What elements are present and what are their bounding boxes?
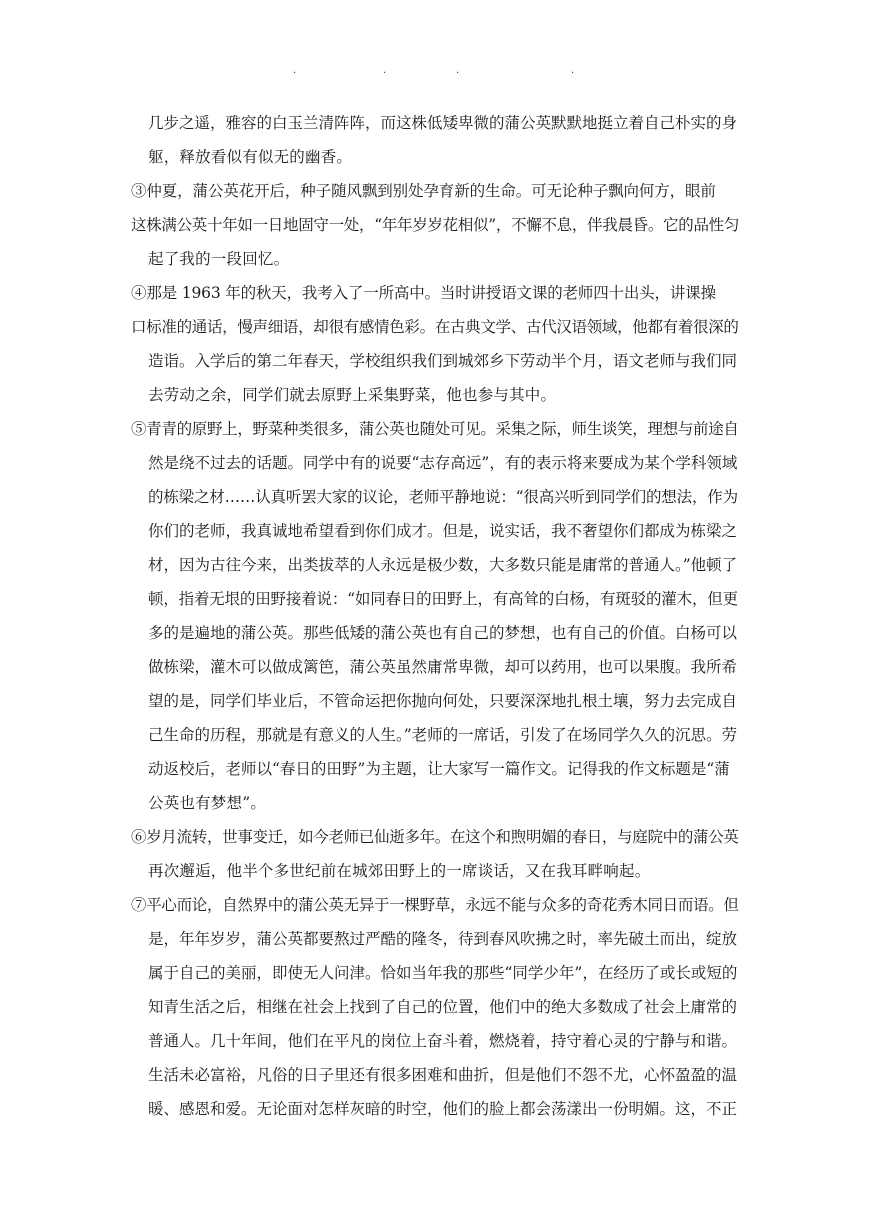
header-dot: . — [456, 65, 460, 76]
text-line: 你们的老师，我真诚地希望看到你们成才。但是，说实话，我不奢望你们都成为栋梁之 — [148, 522, 738, 540]
text-line: 生活未必富裕，凡俗的日子里还有很多困难和曲折，但是他们不怨不尤，心怀盈盈的温 — [148, 1066, 738, 1084]
text-line: 这株满公英十年如一日地固守一处，“年年岁岁花相似”，不懈不息，伴我晨昏。它的品性匀 — [131, 216, 740, 234]
header-dot: . — [383, 65, 387, 76]
text-line: 普通人。几十年间，他们在平凡的岗位上奋斗着，燃烧着，持守着心灵的宁静与和谐。 — [148, 1032, 738, 1050]
text-line: 望的是，同学们毕业后，不管命运把你抛向何处，只要深深地扎根土壤，努力去完成自 — [148, 692, 738, 710]
text-line: 公英也有梦想”。 — [148, 794, 267, 812]
header-dot: . — [571, 65, 575, 76]
text-line: 动返校后，老师以“春日的田野”为主题，让大家写一篇作文。记得我的作文标题是“蒲 — [148, 760, 730, 778]
text-line: 的栋梁之材……认真听罢大家的议论，老师平静地说：“很高兴听到同学们的想法，作为 — [148, 488, 738, 506]
text-line: 去劳动之余，同学们就去原野上采集野菜，他也参与其中。 — [148, 386, 557, 404]
text-line: 属于自己的美丽，即使无人问津。恰如当年我的那些“同学少年”，在经历了或长或短的 — [148, 964, 738, 982]
text-line: 己生命的历程，那就是有意义的人生。”老师的一席话，引发了在场同学久久的沉思。劳 — [148, 726, 738, 744]
text-line: 做栋梁，灌木可以做成篱笆，蒲公英虽然庸常卑微，却可以药用，也可以果腹。我所希 — [148, 658, 738, 676]
text-line: 暖、感恩和爱。无论面对怎样灰暗的时空，他们的脸上都会荡漾出一份明媚。这，不正 — [148, 1100, 738, 1118]
text-line: 材，因为古往今来，出类拔萃的人永远是极少数，大多数只能是庸常的普通人。”他顿了 — [148, 556, 738, 574]
text-line: 躯，释放看似有似无的幽香。 — [148, 148, 353, 166]
text-line: 起了我的一段回忆。 — [148, 250, 290, 268]
text-line: ⑥岁月流转，世事变迁，如今老师已仙逝多年。在这个和煦明媚的春日，与庭院中的蒲公英 — [131, 828, 739, 846]
text-line: 是，年年岁岁，蒲公英都要熬过严酷的隆冬，待到春风吹拂之时，率先破土而出，绽放 — [148, 930, 738, 948]
header-dot: . — [293, 65, 297, 76]
text-line: 几步之遥，雅容的白玉兰清阵阵，而这株低矮卑微的蒲公英默默地挺立着自己朴实的身 — [148, 114, 738, 132]
text-line: 然是绕不过去的话题。同学中有的说要“志存高远”，有的表示将来要成为某个学科领域 — [148, 454, 738, 472]
text-line: 口标准的通话，慢声细语，却很有感情色彩。在古典文学、古代汉语领域，他都有着很深的 — [131, 318, 739, 336]
header-dots — [0, 66, 869, 78]
text-line: ⑤青青的原野上，野菜种类很多，蒲公英也随处可见。采集之际，师生谈笑，理想与前途自 — [131, 420, 739, 438]
text-line: ④那是 1963 年的秋天，我考入了一所高中。当时讲授语文课的老师四十出头，讲课操 — [131, 284, 716, 302]
text-line: 再次邂逅，他半个多世纪前在城郊田野上的一席谈话，又在我耳畔响起。 — [148, 862, 651, 880]
text-line: ⑦平心而论，自然界中的蒲公英无异于一棵野草，永远不能与众多的奇花秀木同日而语。但 — [131, 896, 739, 914]
text-line: 造诣。入学后的第二年春天，学校组织我们到城郊乡下劳动半个月，语文老师与我们同 — [148, 352, 738, 370]
text-line: ③仲夏，蒲公英花开后，种子随风飘到别处孕育新的生命。可无论种子飘向何方，眼前 — [131, 182, 716, 200]
text-line: 知青生活之后，相继在社会上找到了自己的位置，他们中的绝大多数成了社会上庸常的 — [148, 998, 738, 1016]
text-line: 顿，指着无垠的田野接着说：“如同春日的田野上，有高耸的白杨，有斑驳的灌木，但更 — [148, 590, 738, 608]
text-line: 多的是遍地的蒲公英。那些低矮的蒲公英也有自己的梦想，也有自己的价值。白杨可以 — [148, 624, 738, 642]
